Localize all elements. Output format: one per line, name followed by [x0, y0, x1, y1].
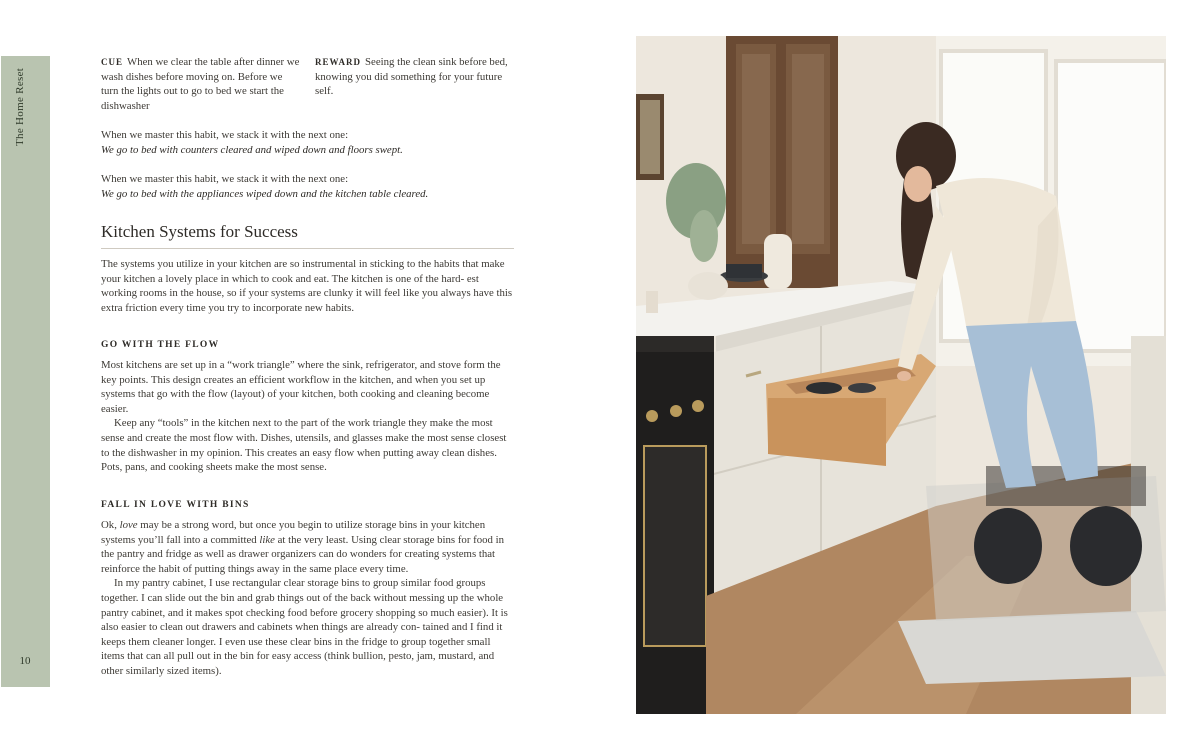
- bins-paragraph-2: In my pantry cabinet, I use rectangular clear storage bins to group similar food groups together. I can slide out the bin and grab things out of the back without messing up the whole pantry cabinet, and it makes spot checking food before grocery shopping so much easier). It is also easier to clean out drawers and cabinets when things are already con- tained and I find it keeps them cleaner longer. I even use these clear bins in the fridge to group together small items that can all pull out in the bin for easy access (think bullion, pesto, jam, mustard, and other similarly sized items).: [101, 577, 508, 677]
- bins-p1-love: love: [119, 519, 138, 531]
- page-number: 10: [19, 655, 31, 667]
- bins-heading: FALL IN LOVE WITH BINS: [101, 500, 250, 510]
- flow-paragraph-2: Keep any “tools” in the kitchen next to the part of the work triangle they make the most sense and create the most flow with. Dishes, utensils, and glasses make the most sense closest to the dishwasher in my opinion. This creates an easy flow when putting away clean dishes. Pots, pans, and cooking sheets make the most sense.: [101, 417, 507, 474]
- bins-p1-part-a: Ok,: [101, 519, 120, 531]
- reward-text: Seeing the clean sink before bed, knowing you did something for your future self.: [315, 56, 508, 98]
- bins-body: [101, 518, 514, 679]
- habit-stack-1: [101, 128, 516, 157]
- bins-p1-part-c: at the very least. Using clear storage bins for food in the pantry and fridge as well as drawer organizers can do wonders for creating systems that reinforce the habit of putting things away in the same place every time.: [101, 533, 505, 575]
- cue-text: When we clear the table after dinner we wash dishes before moving on. Before we turn the lights out to go to bed we start the dishwasher: [101, 56, 300, 112]
- kitchen-photo-illustration: [636, 36, 1166, 714]
- reward-label: REWARD: [315, 57, 362, 67]
- habit-stack-1-habit: We go to bed with counters cleared and wiped down and floors swept.: [101, 143, 403, 156]
- bins-p1-like: like: [259, 533, 275, 546]
- flow-body: [101, 358, 514, 475]
- section-title: Kitchen Systems for Success: [101, 221, 514, 249]
- kitchen-photo: [636, 36, 1166, 714]
- section-intro: [101, 257, 514, 315]
- flow-paragraph-1: Most kitchens are set up in a “work triangle” where the sink, refrigerator, and stove form the key points. This design creates an efficient workflow in the kitchen, and when you set up systems that go with the flow (layout) of your kitchen, both cooking and cleaning become easier.: [101, 359, 501, 415]
- bins-p1-part-b: may be a strong word, but once you begin to utilize storage bins in your kitchen systems you’ll fall into a committed: [101, 519, 486, 546]
- reward-block: [315, 55, 515, 99]
- habit-stack-1-intro: When we master this habit, we stack it with the next one:: [101, 129, 349, 141]
- running-head-tab: [1, 56, 50, 687]
- cue-block: [101, 55, 301, 113]
- habit-stack-2-intro: When we master this habit, we stack it with the next one:: [101, 173, 349, 185]
- habit-stack-2-habit: We go to bed with the appliances wiped down and the kitchen table cleared.: [101, 187, 429, 200]
- cue-label: CUE: [101, 57, 124, 67]
- section-intro-text: The systems you utilize in your kitchen are so instrumental in sticking to the habits that make your kitchen a lovely place in which to cook and eat. The kitchen is one of the hard- est working rooms in the house, so if your systems are clunky it will feel like you always have this extra friction every time you try to incorporate new habits.: [101, 258, 513, 314]
- bins-paragraph-1: [101, 518, 514, 576]
- running-title: The Home Reset: [14, 67, 26, 146]
- flow-heading: GO WITH THE FLOW: [101, 340, 220, 350]
- habit-stack-2: [101, 172, 516, 201]
